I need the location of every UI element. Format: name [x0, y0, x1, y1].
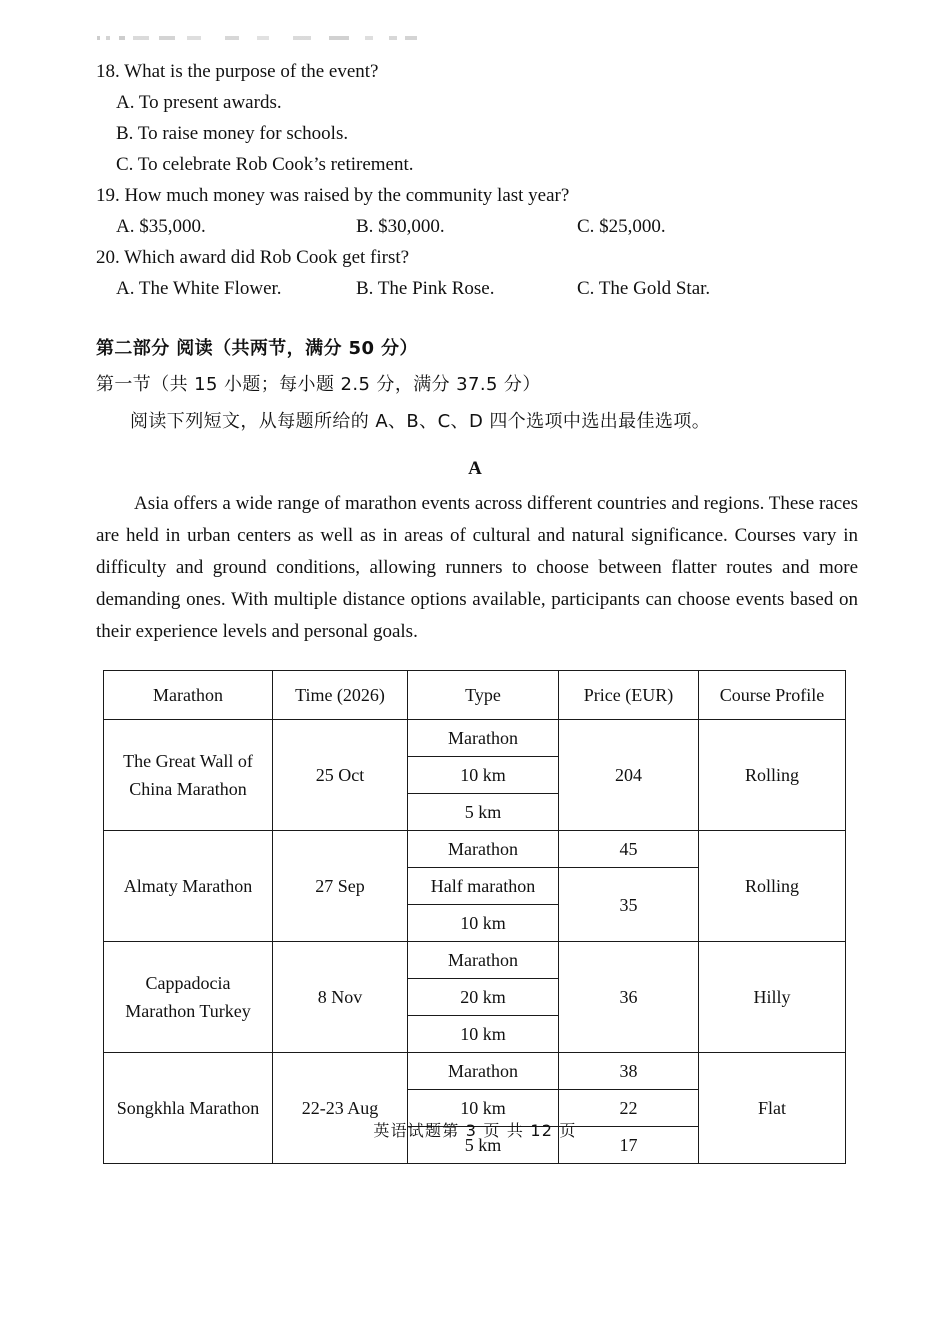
section-one-heading: 第一节（共 15 小题；每小题 2.5 分，满分 37.5 分） [96, 374, 541, 395]
table-row [104, 1053, 846, 1090]
question-18-stem: 18. What is the purpose of the event? [96, 61, 379, 82]
cell-time: 22-23 Aug [273, 1053, 408, 1164]
passage-a-label: A [468, 458, 482, 479]
cell-type: Marathon [408, 720, 559, 757]
col-header-marathon: Marathon [104, 671, 273, 720]
section-one-instruction: 阅读下列短文，从每题所给的 A、B、C、D 四个选项中选出最佳选项。 [130, 411, 711, 432]
col-header-course-profile: Course Profile [699, 671, 846, 720]
question-18-option-b[interactable]: B. To raise money for schools. [116, 123, 349, 144]
col-header-price: Price (EUR) [559, 671, 699, 720]
cell-type: 5 km [408, 1127, 559, 1164]
cell-time: 8 Nov [273, 942, 408, 1053]
clipped-text-line-artifact [97, 36, 417, 40]
col-header-time: Time (2026) [273, 671, 408, 720]
cell-type: Marathon [408, 831, 559, 868]
question-19-option-c[interactable]: C. $25,000. [577, 216, 666, 237]
cell-type: Marathon [408, 1053, 559, 1090]
cell-marathon-name: Almaty Marathon [104, 831, 273, 942]
question-20-stem: 20. Which award did Rob Cook get first? [96, 247, 410, 268]
marathon-table [103, 670, 846, 1164]
cell-type: 10 km [408, 905, 559, 942]
cell-course-profile: Rolling [699, 720, 846, 831]
cell-type: 10 km [408, 757, 559, 794]
question-18-option-a[interactable]: A. To present awards. [116, 92, 282, 113]
question-19-stem: 19. How much money was raised by the community last year? [96, 185, 570, 206]
page-footer: 英语试题第 3 页 共 12 页 [373, 1121, 577, 1140]
col-header-type: Type [408, 671, 559, 720]
question-20-option-c[interactable]: C. The Gold Star. [577, 278, 711, 299]
cell-type: Marathon [408, 942, 559, 979]
cell-marathon-name: Cappadocia Marathon Turkey [104, 942, 273, 1053]
cell-type: 20 km [408, 979, 559, 1016]
cell-course-profile: Hilly [699, 942, 846, 1053]
part-two-heading: 第二部分 阅读（共两节，满分 50 分） [96, 338, 418, 359]
cell-type: Half marathon [408, 868, 559, 905]
table-row [104, 831, 846, 868]
table-row [104, 720, 846, 757]
question-20-option-b[interactable]: B. The Pink Rose. [356, 278, 495, 299]
cell-price: 17 [559, 1127, 699, 1164]
listening-questions-block [96, 56, 876, 304]
cell-price: 38 [559, 1053, 699, 1090]
question-19-options [96, 211, 876, 242]
cell-course-profile: Rolling [699, 831, 846, 942]
cell-time: 25 Oct [273, 720, 408, 831]
cell-marathon-name: The Great Wall of China Marathon [104, 720, 273, 831]
cell-price: 22 [559, 1090, 699, 1127]
cell-price: 35 [559, 868, 699, 942]
cell-type: 10 km [408, 1090, 559, 1127]
question-20-options [96, 273, 876, 304]
table-header-row [104, 671, 846, 720]
cell-course-profile: Flat [699, 1053, 846, 1164]
cell-type: 5 km [408, 794, 559, 831]
question-19-option-b[interactable]: B. $30,000. [356, 216, 445, 237]
passage-a-text: Asia offers a wide range of marathon events across different countries and regions. These races are held in urban centers as well as in areas of cultural and natural significance. Courses vary in difficulty and ground conditions, allowing runners to choose between flatter routes and more demanding ones. With multiple distance options available, participants can choose events based on their experience levels and personal goals. [96, 493, 858, 642]
marathon-table-body [104, 720, 846, 1164]
cell-price: 204 [559, 720, 699, 831]
cell-price: 36 [559, 942, 699, 1053]
marathon-table-header [104, 671, 846, 720]
cell-time: 27 Sep [273, 831, 408, 942]
question-20-option-a[interactable]: A. The White Flower. [116, 278, 282, 299]
cell-price: 45 [559, 831, 699, 868]
table-row [104, 942, 846, 979]
cell-type: 10 km [408, 1016, 559, 1053]
cell-marathon-name: Songkhla Marathon [104, 1053, 273, 1164]
question-18-option-c[interactable]: C. To celebrate Rob Cook’s retirement. [116, 154, 414, 175]
question-19-option-a[interactable]: A. $35,000. [116, 216, 206, 237]
